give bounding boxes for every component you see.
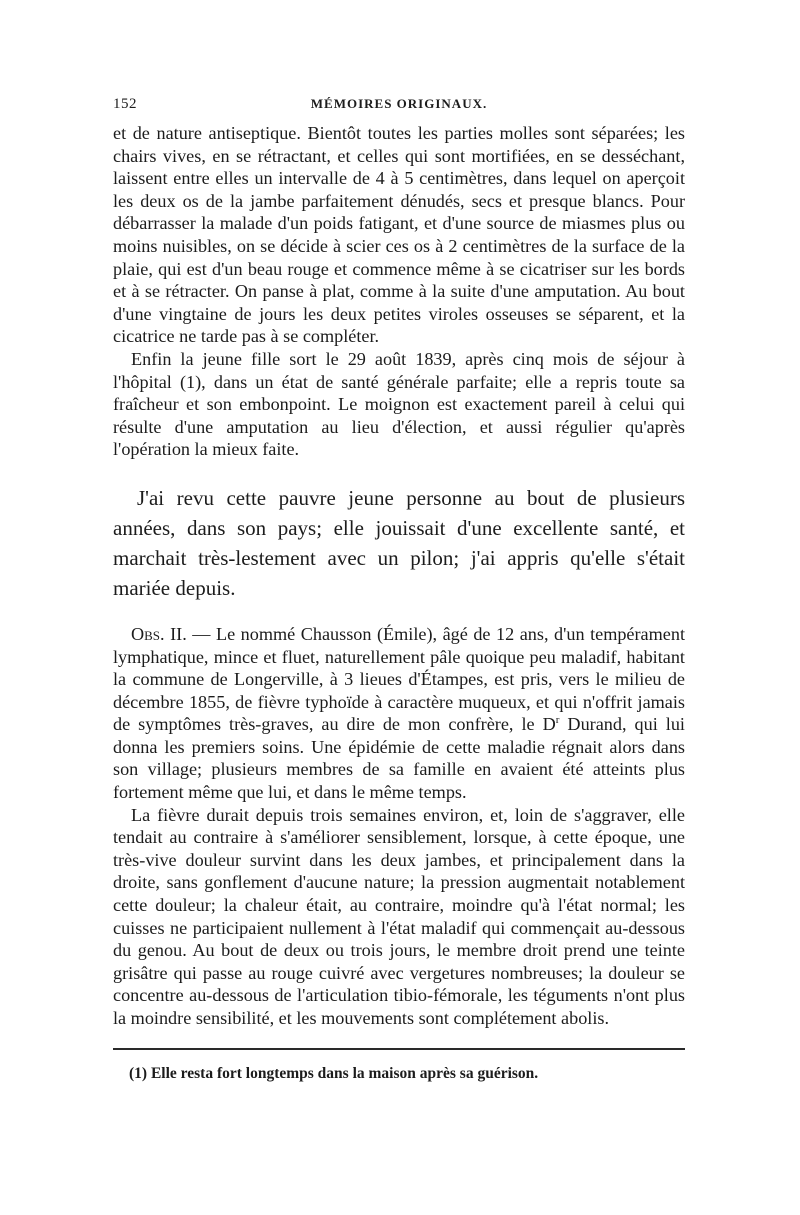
running-head: [113, 96, 685, 120]
body-paragraph-5: La fièvre durait depuis trois semaines environ, et, loin de s'aggraver, elle tendait au contraire à s'améliorer sensiblement, lorsque, à cette époque, une très-vive douleur survint dans les deux jambes, et principalement dans la droite, sans gonflement d'aucune nature; la pression augmentait notablement cette douleur; la chaleur était, au contraire, moindre qu'à l'état normal; les cuisses ne participaient nullement à l'état maladif qui commençait au-dessous du genou. Au bout de deux ou trois jours, le membre droit prend une teinte grisâtre qui passe au rouge cuivré avec vergetures nombreuses; la douleur se concentre au-dessous de l'articulation tibio-fémorale, les téguments n'ont plus la moindre sensibilité, et les mouvements sont complétement abolis.: [113, 804, 685, 1028]
observation-paragraph: [113, 623, 685, 804]
body-paragraph-2: Enfin la jeune fille sort le 29 août 1839, après cinq mois de séjour à l'hôpital (1), dans un état de santé générale parfaite; elle a repris toute sa fraîcheur et son embonpoint. Le moignon est exactement pareil à celui qui résulte d'une amputation au lieu d'élection, et aussi régulier qu'après l'opération la mieux faite.: [113, 348, 685, 460]
observation-text-part2: Durand, qui lui donna les premiers soins. Une épidémie de cette maladie régnait alors dans son village; plusieurs membres de sa famille en avaient été atteints plus fortement même que lui, et dans le même temps.: [113, 714, 685, 803]
page-number: 152: [113, 96, 137, 112]
running-title: MÉMOIRES ORIGINAUX.: [310, 96, 488, 111]
doctor-superscript: r: [555, 714, 560, 727]
footnote-divider: [113, 1048, 685, 1050]
body-paragraph-1: et de nature antiseptique. Bientôt toutes les parties molles sont séparées; les chairs vives, en se rétractant, et celles qui sont mortifiées, en se desséchant, laissent entre elles un intervalle de 4 à 5 centimètres, dans lequel on aperçoit les deux os de la jambe parfaitement dénudés, secs et presque blancs. Pour débarrasser la malade d'un poids fatigant, et d'une source de miasmes plus ou moins nuisibles, on se décide à scier ces os à 2 centimètres de la surface de la plaie, qui est d'un beau rouge et commence même à se cicatriser sur les bords et à se rétracter. On panse à plat, comme à la suite d'une amputation. Au bout d'une vingtaine de jours les deux petites viroles osseuses se séparent, et la cicatrice ne tarde pas à se compléter.: [113, 123, 685, 347]
footnote: (1) Elle resta fort longtemps dans la maison après sa guérison.: [129, 1064, 539, 1082]
body-paragraph-3: J'ai revu cette pauvre jeune personne au bout de plusieurs années, dans son pays; elle jouissait d'une excellente santé, et marchait très-lestement avec un pilon; j'ai appris qu'elle s'était mariée depuis.: [113, 485, 685, 600]
book-page: [113, 96, 685, 1084]
observation-label: Obs. II.: [131, 623, 187, 644]
observation-text-part1: — Le nommé Chausson (Émile), âgé de 12 ans, d'un tempérament lymphatique, mince et fluet, naturellement pâle quoique peu maladif, habitant la commune de Longerville, à 3 lieues d'Étampes, est pris, vers le milieu de décembre 1855, de fièvre typhoïde à caractère muqueux, et qui n'offrit jamais de symptômes très-graves, au dire de mon confrère, le D: [113, 623, 686, 735]
